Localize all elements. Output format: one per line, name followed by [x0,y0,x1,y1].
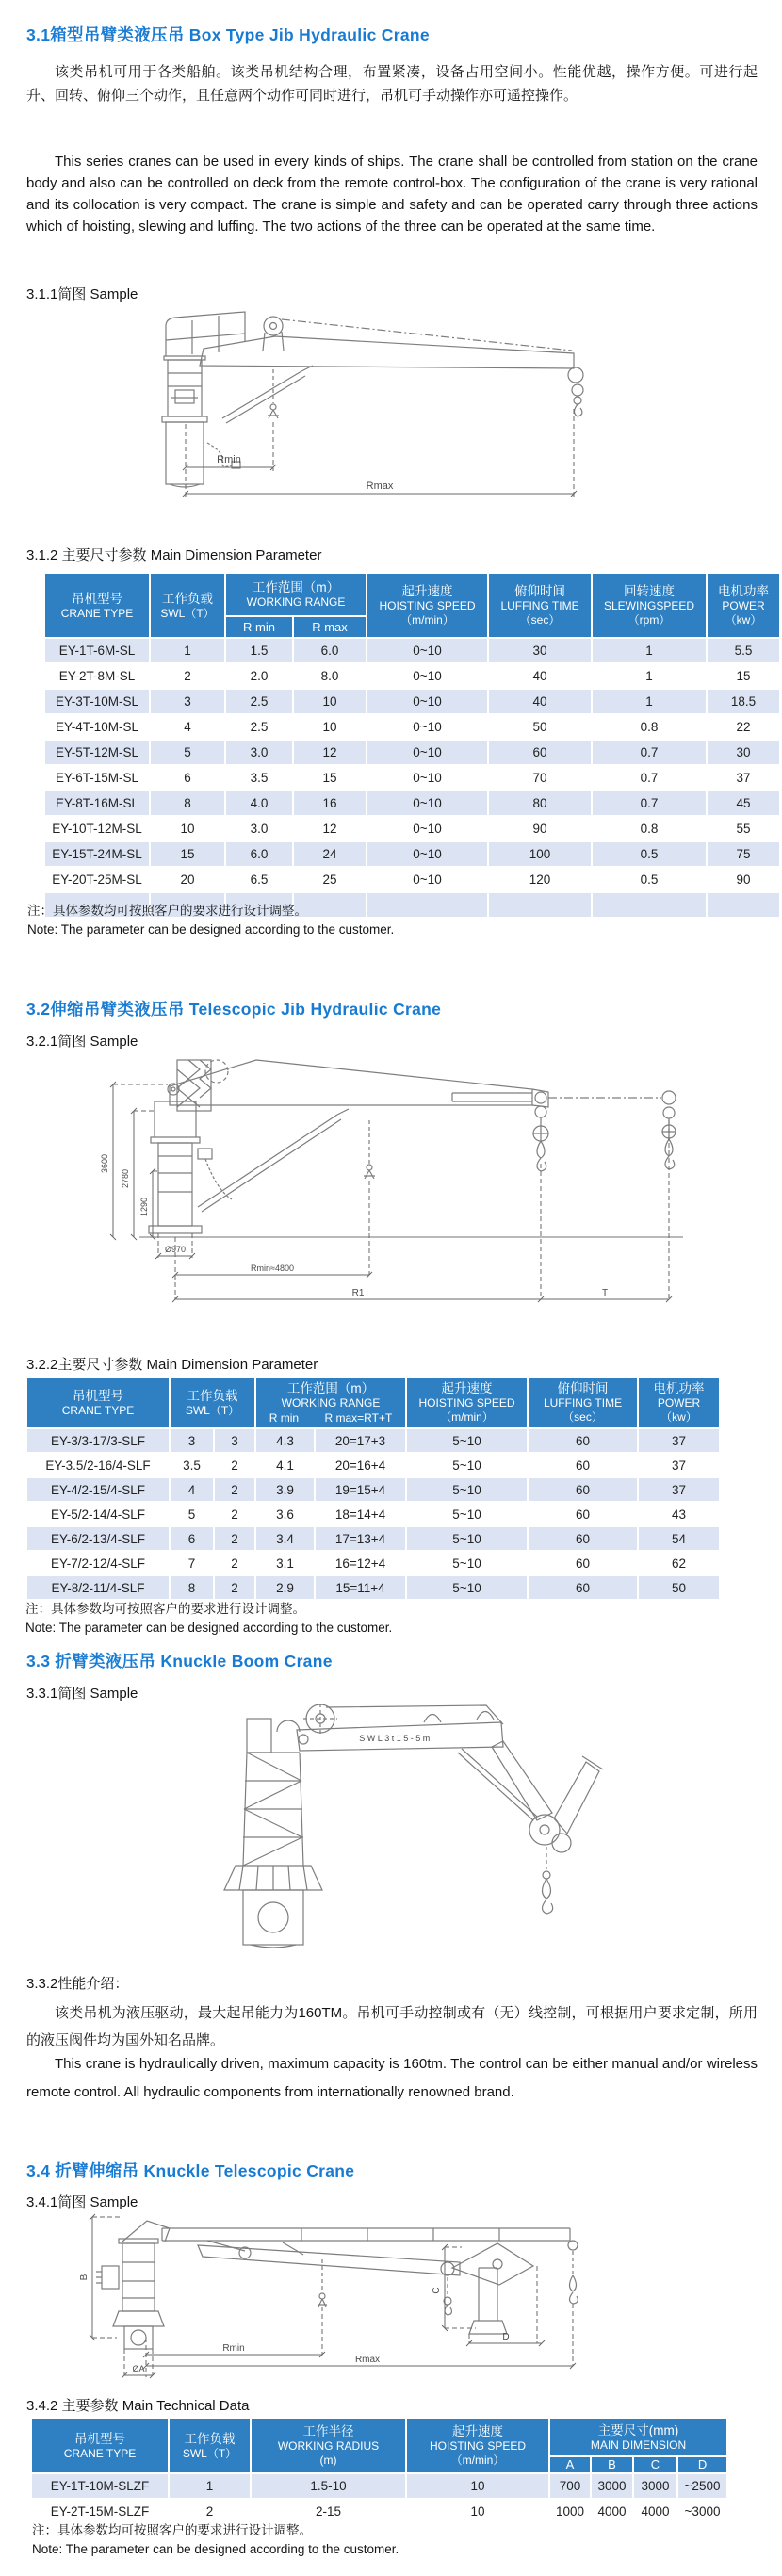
table-cell [592,892,707,918]
table-body [44,638,780,918]
header-line: （m/min） [450,2454,505,2467]
dim-label-rmin: Rmin [222,2343,245,2354]
table-cell: 55 [707,816,780,841]
table-cell: 5 [170,1502,214,1526]
header-line: CRANE TYPE [60,606,134,620]
table-cell: 45 [707,791,780,816]
table-cell: 700 [549,2473,591,2499]
table-body [31,2473,727,2524]
table-cell: 43 [638,1502,720,1526]
col-header-d: D [677,2456,727,2473]
table-cell: 0~10 [367,740,488,765]
table-cell: 8.0 [293,663,367,689]
table-cell: 5~10 [406,1453,528,1477]
table-cell: 3.9 [255,1477,315,1502]
table-cell: 2 [214,1502,255,1526]
main-dimension-table-2 [25,1376,719,1601]
table-cell: EY-10T-12M-SL [44,816,150,841]
table-cell: 90 [488,816,592,841]
table-cell: 75 [707,841,780,867]
table-cell: 0~10 [367,765,488,791]
telescopic-jib-crane-drawing [57,1058,744,1333]
table-cell: 50 [638,1575,720,1600]
col-header-luffing-time [488,573,592,638]
table-cell: 5.5 [707,638,780,663]
table-cell: 100 [488,841,592,867]
section-3-3-paragraph-cn: 该类吊机为液压驱动，最大起吊能力为160TM。吊机可手动控制或有（无）线控制，可根据用户要求定制，所用的液压阀件均为国外知名品牌。 [26,2005,758,2048]
table-cell: EY-1T-10M-SLZF [31,2473,169,2499]
table-row [44,867,780,892]
table-row [26,1551,720,1575]
table-cell: 2 [214,1526,255,1551]
table-3-note [32,2521,399,2559]
header-line: 主要尺寸(mm) [597,2422,679,2437]
header-line: WORKING RANGE [281,1395,381,1410]
header-line: (m) [319,2454,337,2467]
table-cell: 3.1 [255,1551,315,1575]
table-cell: 12 [293,816,367,841]
col-header-power [707,573,780,638]
table-cell: EY-8T-16M-SL [44,791,150,816]
table-cell: 1.5 [225,638,293,663]
note-cn: 注：具体参数均可按照客户的要求进行设计调整。 [27,904,307,918]
table-cell: 10 [150,816,225,841]
table-cell: 3.4 [255,1526,315,1551]
table-cell: EY-4T-10M-SL [44,714,150,740]
table-cell: EY-4/2-15/4-SLF [26,1477,170,1502]
table-cell: 62 [638,1551,720,1575]
header-line: 吊机型号 [73,1388,123,1403]
col-header-crane-type [44,573,150,638]
table-cell: 3 [150,689,225,714]
table-cell: 120 [488,867,592,892]
header-line: SLEWINGSPEED [604,599,695,612]
header-line: POWER [722,599,765,612]
table-cell: 5~10 [406,1428,528,1453]
header-line: 回转速度 [624,584,676,598]
col-header-rmax: R max [293,616,367,638]
table-cell: 10 [293,689,367,714]
table-cell: EY-5/2-14/4-SLF [26,1502,170,1526]
col-header-power [638,1377,720,1428]
table-cell: 3 [170,1428,214,1453]
section-3-3-1-sample-label: 3.3.1简图 Sample [26,1686,138,1702]
col-header-swl [169,2418,251,2473]
table-cell: 4000 [591,2499,633,2524]
note-en: Note: The parameter can be designed according to the customer. [32,2542,399,2556]
section-3-1-2-dim-label: 3.1.2 主要尺寸参数 Main Dimension Parameter [26,547,322,563]
table-cell: 2.0 [225,663,293,689]
table-cell: 4 [150,714,225,740]
table-cell: 0.7 [592,765,707,791]
table-cell: 0.5 [592,841,707,867]
table-cell: 1 [592,638,707,663]
table-cell: 18=14+4 [315,1502,406,1526]
table-row [44,638,780,663]
knuckle-telescopic-crane-drawing [57,2209,744,2389]
col-header-rmax: R max=RT+T [324,1410,393,1425]
table-cell: 3000 [591,2473,633,2499]
dim-label-b: B [79,2274,90,2281]
table-cell: 1 [150,638,225,663]
section-3-1-title: 3.1箱型吊臂类液压吊 Box Type Jib Hydraulic Crane [26,25,430,44]
header-line: （kw） [660,1410,697,1424]
col-header-swl [150,573,225,638]
header-line: 工作负载 [162,591,213,606]
col-header-main-dimension [549,2418,727,2456]
table-cell: 7 [170,1551,214,1575]
table-cell: 6.0 [293,638,367,663]
col-header-working-radius [251,2418,406,2473]
table-row [44,791,780,816]
table-row [31,2473,727,2499]
table-cell: EY-3/3-17/3-SLF [26,1428,170,1453]
table-cell: 4.0 [225,791,293,816]
table-row [44,663,780,689]
section-3-1-1-sample-label: 3.1.1简图 Sample [26,286,138,302]
header-line: HOISTING SPEED [379,599,476,612]
main-dimension-table-1 [43,572,779,919]
table-row [44,841,780,867]
table-cell: 20 [150,867,225,892]
header-line: （sec） [562,1410,603,1424]
table-cell: 3000 [633,2473,677,2499]
table-cell: 0.5 [592,867,707,892]
table-cell: 5~10 [406,1526,528,1551]
main-technical-data-table [30,2417,726,2525]
table-cell: 60 [528,1575,638,1600]
table-cell: 37 [707,765,780,791]
table-cell: 60 [528,1526,638,1551]
table-row [31,2499,727,2524]
dim-label-rmax: Rmax [366,481,394,492]
section-3-2-2-dim-label: 3.2.2主要尺寸参数 Main Dimension Parameter [26,1357,318,1373]
table-cell: 2.9 [255,1575,315,1600]
table-cell: 60 [528,1551,638,1575]
table-cell: 2.5 [225,714,293,740]
header-line: HOISTING SPEED [418,1396,515,1410]
header-line: WORKING RADIUS [277,2439,380,2453]
table-cell: 6.5 [225,867,293,892]
dim-label-t: T [601,1288,609,1298]
table-cell: 30 [488,638,592,663]
col-header-rmin: R min [269,1410,300,1425]
table-cell: 6 [150,765,225,791]
table-cell: 3.6 [255,1502,315,1526]
dim-label-1290: 1290 [139,1197,149,1217]
header-line: 工作范围（m） [286,1380,375,1395]
col-header-b: B [591,2456,633,2473]
table-cell: EY-1T-6M-SL [44,638,150,663]
table-cell: 3.5 [170,1453,214,1477]
table-cell: EY-5T-12M-SL [44,740,150,765]
header-line: （m/min） [400,613,454,627]
table-cell: 10 [406,2473,549,2499]
dim-label-dia-a: ØA [132,2364,145,2373]
dim-label-rmax: Rmax [354,2355,381,2365]
table-cell: 4.3 [255,1428,315,1453]
header-line: （m/min） [440,1410,494,1424]
table-cell: 0~10 [367,816,488,841]
section-3-2-title: 3.2伸缩吊臂类液压吊 Telescopic Jib Hydraulic Crane [26,1000,442,1019]
table-cell: EY-7/2-12/4-SLF [26,1551,170,1575]
header-line: （sec） [519,613,561,627]
table-cell: 2 [214,1477,255,1502]
col-header-rmin: R min [225,616,293,638]
boom-swl-label: SWL3t15-5m [359,1734,432,1743]
table-cell: 60 [528,1477,638,1502]
table-cell: 0~10 [367,714,488,740]
header-line: 电机功率 [718,584,770,598]
table-cell: 3.0 [225,740,293,765]
note-cn: 注：具体参数均可按照客户的要求进行设计调整。 [32,2523,312,2537]
table-cell: EY-3.5/2-16/4-SLF [26,1453,170,1477]
table-cell: EY-15T-24M-SL [44,841,150,867]
table-cell: 4.1 [255,1453,315,1477]
table-cell: 2 [214,1453,255,1477]
dim-label-dia-970: Ø970 [164,1245,187,1254]
table-cell: 3.0 [225,816,293,841]
table-cell: 1 [592,689,707,714]
section-3-1-paragraph-en: This series cranes can be used in every kinds of ships. The crane shall be controlled from station on the crane body and also can be controlled on deck from the remote control-box. The configuration of the crane is very rational and its collocation is very compact. The crane is simple and safety and can be operated carry through three actions which of hoisting, slewing and luffing. The two actions of the three can be operated at the same time. [26,154,758,235]
table-cell: 0~10 [367,791,488,816]
section-3-1-paragraph-cn: 该类吊机可用于各类船舶。该类吊机结构合理，布置紧凑，设备占用空间小。性能优越，操作方便。可进行起升、回转、俯仰三个动作，且任意两个动作可同时进行，吊机可手动操作亦可遥控操作。 [26,64,758,104]
section-3-3-paragraph-en: This crane is hydraulically driven, maximum capacity is 160tm. The control can be either manual and/or wireless remote control. All hydraulic components from internationally renowned brand. [26,2056,758,2100]
col-header-working-range [255,1377,406,1428]
table-cell: 60 [528,1453,638,1477]
table-cell: 6 [170,1526,214,1551]
header-line: 起升速度 [452,2424,503,2438]
col-header-hoisting-speed [406,2418,549,2473]
table-cell: 10 [293,714,367,740]
table-cell: 60 [488,740,592,765]
table-cell: 12 [293,740,367,765]
table-cell: 15 [150,841,225,867]
table-cell: 60 [528,1428,638,1453]
header-line: 俯仰时间 [557,1381,609,1395]
section-3-2-1-sample-label: 3.2.1简图 Sample [26,1034,138,1050]
header-line: 俯仰时间 [514,584,566,598]
table-cell: 30 [707,740,780,765]
header-line: 吊机型号 [74,2431,125,2446]
table-cell: 70 [488,765,592,791]
col-header-hoisting-speed [367,573,488,638]
table-cell: 1 [592,663,707,689]
table-cell: 22 [707,714,780,740]
col-header-swl [170,1377,255,1428]
table-row [26,1477,720,1502]
header-line: （kw） [725,613,762,627]
table-cell: EY-8/2-11/4-SLF [26,1575,170,1600]
table-cell: EY-6/2-13/4-SLF [26,1526,170,1551]
table-row [44,816,780,841]
table-cell: EY-2T-15M-SLZF [31,2499,169,2524]
table-cell: 25 [293,867,367,892]
table-cell: 6.0 [225,841,293,867]
knuckle-boom-crane-drawing [141,1704,641,1967]
table-cell: 0~10 [367,638,488,663]
section-3-4-2-dim-label: 3.4.2 主要参数 Main Technical Data [26,2398,250,2414]
col-header-hoisting-speed [406,1377,528,1428]
section-3-3-2-perf-label: 3.3.2性能介绍： [26,1976,129,1992]
header-line: 工作范围（m） [252,580,340,595]
table-cell: 2 [214,1575,255,1600]
table-cell: 0.7 [592,791,707,816]
header-line: 工作半径 [302,2424,354,2438]
table-row [26,1526,720,1551]
section-3-4-1-sample-label: 3.4.1简图 Sample [26,2194,138,2210]
table-cell: 90 [707,867,780,892]
section-3-3-title: 3.3 折臂类液压吊 Knuckle Boom Crane [26,1652,333,1671]
table-row [44,740,780,765]
header-line: WORKING RANGE [246,595,346,609]
table-row [26,1502,720,1526]
table-cell: 15 [293,765,367,791]
dim-label-3600: 3600 [100,1153,109,1174]
header-line: POWER [657,1396,701,1410]
table-cell: 2 [214,1551,255,1575]
table-cell: 5~10 [406,1477,528,1502]
box-jib-crane-drawing [57,311,744,546]
table-cell: 24 [293,841,367,867]
table-cell: EY-6T-15M-SL [44,765,150,791]
header-line: SWL（T） [185,1403,240,1417]
table-cell: 50 [488,714,592,740]
col-header-luffing-time [528,1377,638,1428]
table-cell: 5 [150,740,225,765]
table-cell: 2.5 [225,689,293,714]
header-line: 电机功率 [653,1381,705,1395]
col-header-working-range [225,573,367,616]
table-cell: 17=13+4 [315,1526,406,1551]
note-en: Note: The parameter can be designed according to the customer. [27,922,395,937]
table-cell: 8 [150,791,225,816]
table-row [26,1575,720,1600]
table-cell [488,892,592,918]
table-cell: 60 [528,1502,638,1526]
header-line: CRANE TYPE [63,2446,137,2460]
header-line: 工作负载 [184,2431,236,2446]
header-line: （rpm） [627,613,671,627]
dim-label-c: C [432,2287,442,2294]
table-cell: 37 [638,1453,720,1477]
table-cell: EY-20T-25M-SL [44,867,150,892]
table-cell: 16 [293,791,367,816]
table-cell: 15=11+4 [315,1575,406,1600]
col-header-crane-type [31,2418,169,2473]
table-row [26,1453,720,1477]
header-line: SWL（T） [160,606,215,620]
table-cell: 0~10 [367,867,488,892]
table-cell: 2 [150,663,225,689]
table-cell: 40 [488,689,592,714]
table-cell: EY-2T-8M-SL [44,663,150,689]
table-cell: 19=15+4 [315,1477,406,1502]
note-en: Note: The parameter can be designed according to the customer. [25,1621,393,1635]
table-row [44,765,780,791]
table-cell: 54 [638,1526,720,1551]
dim-label-d: D [502,2332,510,2342]
header-line: 吊机型号 [72,591,122,606]
table-cell: 1000 [549,2499,591,2524]
table-cell: ~2500 [677,2473,727,2499]
table-cell: 16=12+4 [315,1551,406,1575]
table-cell: 3.5 [225,765,293,791]
col-header-slewing-speed [592,573,707,638]
table-cell: 0.8 [592,714,707,740]
dim-label-rmin: Rmin [217,454,241,465]
table-cell: 0~10 [367,689,488,714]
dim-label-2780: 2780 [121,1168,130,1189]
header-line: CRANE TYPE [61,1403,135,1417]
table-cell: 1 [169,2473,251,2499]
table-cell: 5~10 [406,1502,528,1526]
table-row [44,689,780,714]
table-row [44,714,780,740]
table-cell: 2 [169,2499,251,2524]
table-cell: 37 [638,1428,720,1453]
table-1-note [27,902,394,939]
table-cell: 0~10 [367,841,488,867]
col-header-c: C [633,2456,677,2473]
table-cell: 10 [406,2499,549,2524]
table-cell: 5~10 [406,1551,528,1575]
col-header-a: A [549,2456,591,2473]
table-cell: 5~10 [406,1575,528,1600]
header-line: LUFFING TIME [500,599,579,612]
header-line: MAIN DIMENSION [590,2437,687,2452]
header-line: HOISTING SPEED [429,2439,527,2453]
note-cn: 注：具体参数均可按照客户的要求进行设计调整。 [25,1602,305,1616]
table-cell: 80 [488,791,592,816]
table-cell: 40 [488,663,592,689]
header-line: 工作负载 [187,1388,238,1403]
table-row [26,1428,720,1453]
table-cell [707,892,780,918]
dim-label-rmin-4800: Rmin≈4800 [251,1264,294,1273]
table-cell: 20=16+4 [315,1453,406,1477]
header-line: 起升速度 [401,584,453,598]
table-cell: EY-3T-10M-SL [44,689,150,714]
table-cell: 0.8 [592,816,707,841]
table-cell: 0.7 [592,740,707,765]
table-cell: 8 [170,1575,214,1600]
table-cell: 15 [707,663,780,689]
section-3-4-title: 3.4 折臂伸缩吊 Knuckle Telescopic Crane [26,2161,355,2180]
table-cell: 20=17+3 [315,1428,406,1453]
table-cell: ~3000 [677,2499,727,2524]
table-cell: 4 [170,1477,214,1502]
table-cell: 37 [638,1477,720,1502]
table-2-note [25,1600,392,1638]
table-body [26,1428,720,1600]
header-line: LUFFING TIME [543,1396,623,1410]
header-line: SWL（T） [182,2446,237,2460]
table-cell: 1.5-10 [251,2473,406,2499]
dim-label-r1: R1 [351,1288,365,1298]
header-line: 起升速度 [441,1381,493,1395]
col-header-crane-type [26,1377,170,1428]
table-cell: 4000 [633,2499,677,2524]
table-cell: 3 [214,1428,255,1453]
table-cell: 0~10 [367,663,488,689]
table-cell: 2-15 [251,2499,406,2524]
table-cell: 18.5 [707,689,780,714]
